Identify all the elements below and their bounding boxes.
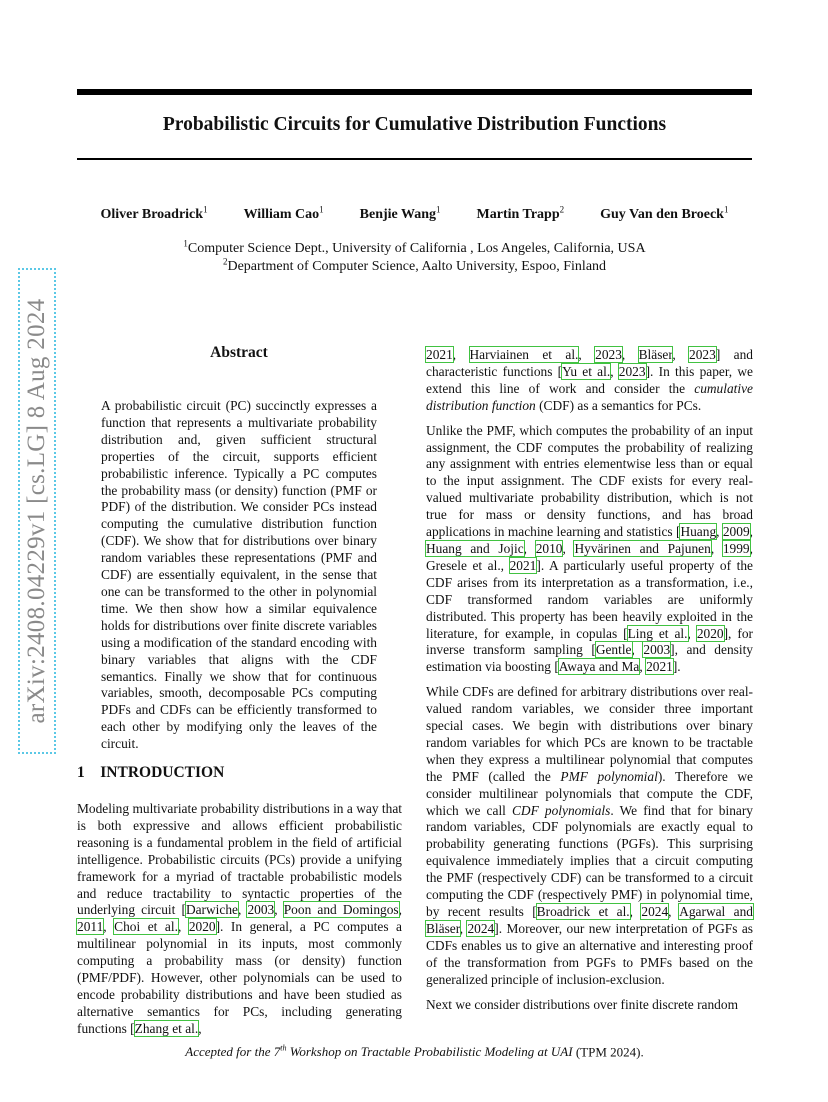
citation-link[interactable]: 2023 bbox=[595, 347, 622, 362]
citation-link[interactable]: 2021 bbox=[426, 347, 453, 362]
citation-link[interactable]: 2024 bbox=[467, 920, 495, 936]
citation-link[interactable]: 2023 bbox=[618, 363, 646, 379]
citation-link[interactable]: 2021 bbox=[646, 659, 673, 675]
citation-link[interactable]: Choi et al. bbox=[114, 919, 178, 935]
affiliation: $^2$Department of Computer Science, Aalto University, Espoo, Finland bbox=[222, 256, 607, 274]
paper-title: Probabilistic Circuits for Cumulative Distribution Functions bbox=[162, 114, 667, 135]
paragraph: While CDFs are defined for arbitrary distributions over real-valued random variables, we consider three important special cases. We begin with distributions over binary random variables for which PCs are known to be tractable when they express a multilinear polynomial that computes the PMF (called the PMF polynomial). Therefore we consider multilinear polynomials that compute the CDF, which we call CDF polynomials. We find that for binary random variables, CDF polynomials are exactly equal to probability generating functions (PGFs). This surprising equivalence immediately implies that a circuit computing the PMF (respectively CDF) can be transformed to a circuit computing the CDF (respectively PMF) in polynomial time, by recent results [Broadrick et al., 2024, Agarwal and Bläser, 2024]. Moreover, our new interpretation of PGFs as CDFs enables us to give an alternative and interesting proof of the transformation from PGFs to PMFs based on the generalized principle of inclusion-exclusion. bbox=[426, 684, 753, 987]
citation-link[interactable]: Poon and Domingos bbox=[283, 902, 399, 918]
citation-link[interactable]: Bläser bbox=[638, 347, 673, 362]
intro-paragraph: Modeling multivariate probability distributions in a way that is both expressive and allows efficient probabilistic reasoning is a fundamental problem in the field of artificial intelligence. Probabilistic circuits (PCs) provide a unifying framework for a myriad of tractable probabilistic models and reduce tractability to syntactic properties of the underlying circuit [Darwiche, 2003, Poon and Domingos, 2011, Choi et al., 2020]. In general, a PC computes a multilinear polynomial in its inputs, most commonly computing a probability mass (or density) function (PMF/PDF). However, other polynomials can be used to encode probability distributions and have been studied as alternative semantics for PCs, including generating functions [Zhang et al., bbox=[77, 801, 403, 1036]
arxiv-stamp-text: arXiv:2408.04229v1 [cs.LG] 8 Aug 2024 bbox=[23, 298, 50, 724]
citation-link[interactable]: Ling et al. bbox=[627, 625, 688, 641]
citation-link[interactable]: Harviainen et al. bbox=[469, 347, 579, 362]
title-rule bbox=[77, 158, 752, 160]
citation-link[interactable]: 2010 bbox=[535, 540, 563, 556]
section-heading: 1 INTRODUCTION bbox=[77, 764, 225, 781]
paragraph: 2021, Harviainen et al., 2023, Bläser, 2023] and characteristic functions [Yu et al., 2023]. In this paper, we extend this line of work and consider the cumulative distribution function (CDF) as a semantics for PCs. bbox=[426, 347, 753, 413]
top-rule bbox=[77, 89, 752, 95]
citation-link[interactable]: 2009 bbox=[722, 524, 750, 540]
citation-link[interactable]: 1999 bbox=[722, 540, 750, 556]
citation-link[interactable]: Gentle bbox=[595, 642, 632, 658]
citation-link[interactable]: Huang and Jojic bbox=[426, 540, 524, 556]
author: Martin Trapp$^2$ bbox=[476, 204, 565, 222]
citation-link[interactable]: Awaya and Ma bbox=[558, 659, 640, 675]
citation-link[interactable]: 2020 bbox=[696, 625, 724, 641]
abstract-text: A probabilistic circuit (PC) succinctly expresses a function that represents a multivariate probability distribution and, given sufficient structural properties of the circuit, supports efficient probabilistic inference. Typically a PC computes the probability mass (or density) function (PMF or PDF) of the distribution. We consider PCs instead computing the cumulative distribution function (CDF). We show that for distributions over binary random variables these representations (PMF and CDF) are essentially equivalent, in the sense that one can be transformed to the other in polynomial time. We then show how a similar equivalence holds for distributions over finite discrete variables using a modification of the standard encoding with binary variables that aligns with the CDF semantics. Finally we show that for continuous variables, smooth, decomposable PCs computing PDFs and CDFs can be efficiently transformed to each other by modifying only the leaves of the circuit. bbox=[101, 398, 377, 752]
citation-link[interactable]: 2021 bbox=[509, 557, 537, 573]
paragraph: Next we consider distributions over finite discrete random bbox=[426, 996, 738, 1012]
citation-link[interactable]: 2024 bbox=[641, 904, 669, 919]
citation-link[interactable]: Hyvärinen and Pajunen bbox=[574, 540, 711, 556]
author: William Cao$^1$ bbox=[243, 204, 324, 222]
author: Guy Van den Broeck$^1$ bbox=[600, 204, 729, 222]
citation-link[interactable]: Darwiche bbox=[185, 902, 238, 918]
paragraph: Unlike the PMF, which computes the probability of an input assignment, the CDF computes the probability of realizing any assignment with entries elementwise less than or equal to the input assignment. The CDF exists for every real-valued multivariate probability distribution, which is not true for mass or density functions, and has broad applications in machine learning and statistics [Huang, 2009, Huang and Jojic, 2010, Hyvärinen and Pajunen, 1999, Gresele et al., 2021]. A particularly useful property of the CDF arises from its interpretation as a transformation, i.e., CDF transformed random variables are uniformly distributed. This property has been heavily exploited in the literature, for example, in copulas [Ling et al., 2020], for inverse transform sampling [Gentle, 2003], and density estimation via boosting [Awaya and Ma, 2021]. bbox=[426, 422, 753, 675]
citation-link[interactable]: 2023 bbox=[689, 347, 716, 362]
citation-link[interactable]: 2003 bbox=[643, 642, 671, 658]
abstract-heading: Abstract bbox=[210, 344, 268, 361]
citation-link[interactable]: Broadrick et al. bbox=[536, 904, 630, 919]
citation-link[interactable]: 2020 bbox=[188, 919, 216, 935]
citation-link[interactable]: 2011 bbox=[77, 919, 104, 935]
citation-link[interactable]: Yu et al. bbox=[562, 363, 611, 379]
arxiv-stamp[interactable] bbox=[18, 268, 56, 754]
author: Benjie Wang$^1$ bbox=[359, 204, 441, 222]
author-list bbox=[77, 204, 752, 223]
citation-link[interactable]: Huang bbox=[680, 524, 717, 540]
citation-link[interactable]: Zhang et al. bbox=[134, 1020, 199, 1036]
author: Oliver Broadrick$^1$ bbox=[100, 204, 208, 222]
citation-link[interactable]: 2003 bbox=[247, 902, 275, 918]
citation-link[interactable]: Agarwal and Bläser bbox=[426, 904, 753, 936]
right-column bbox=[426, 347, 753, 1021]
affiliation: $^1$Computer Science Dept., University of California , Los Angeles, California, USA bbox=[183, 238, 646, 256]
venue-footer: Accepted for the 7th Workshop on Tractable Probabilistic Modeling at UAI (TPM 2024). bbox=[185, 1044, 644, 1060]
